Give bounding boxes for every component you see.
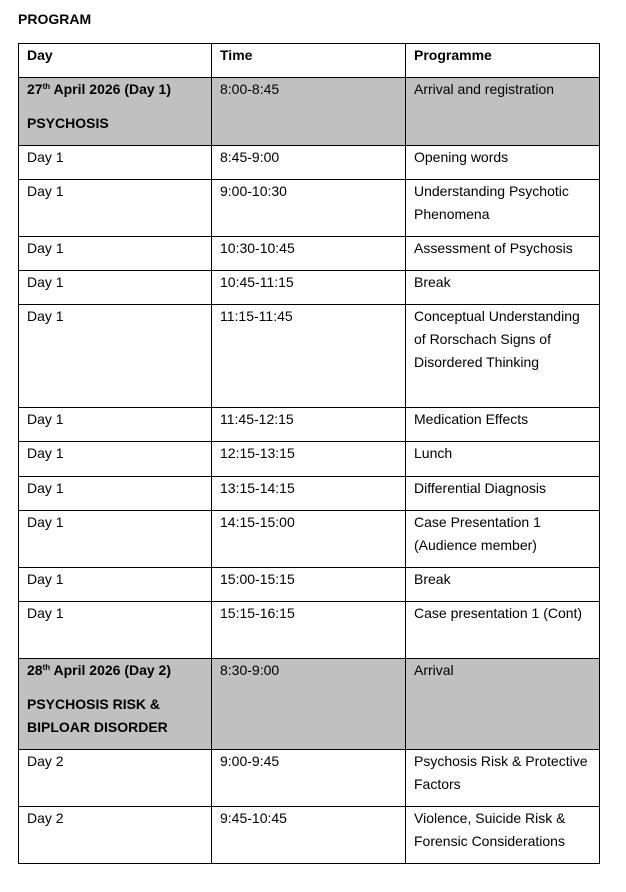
row-day: Day 1 (19, 180, 212, 237)
row-day: Day 1 (19, 511, 212, 568)
row-time: 12:15-13:15 (212, 442, 406, 477)
row-time: 9:00-9:45 (212, 750, 406, 807)
row-day: Day 1 (19, 146, 212, 180)
row-time: 13:15-14:15 (212, 477, 406, 511)
row-time: 9:45-10:45 (212, 807, 406, 864)
table-row (19, 271, 600, 305)
table-row (19, 602, 600, 659)
program-table (18, 43, 600, 864)
table-row (19, 408, 600, 442)
row-programme: Differential Diagnosis (406, 477, 600, 511)
table-row (19, 305, 600, 408)
row-programme: Lunch (406, 442, 600, 477)
day1-theme: PSYCHOSIS (27, 115, 109, 131)
day2-header-time: 8:30-9:00 (212, 659, 406, 750)
day1-header-time: 8:00-8:45 (212, 78, 406, 146)
table-header-row (19, 44, 600, 78)
day1-header-row (19, 78, 600, 146)
row-programme: Violence, Suicide Risk & Forensic Considerations (406, 807, 600, 864)
row-day: Day 1 (19, 271, 212, 305)
row-day: Day 1 (19, 477, 212, 511)
row-time: 11:15-11:45 (212, 305, 406, 408)
header-programme: Programme (406, 44, 600, 78)
row-programme: Conceptual Understanding of Rorschach Signs of Disordered Thinking (406, 305, 600, 408)
row-time: 10:30-10:45 (212, 237, 406, 271)
row-programme: Psychosis Risk & Protective Factors (406, 750, 600, 807)
row-programme: Understanding Psychotic Phenomena (406, 180, 600, 237)
row-day: Day 1 (19, 568, 212, 602)
day2-theme-line1: PSYCHOSIS RISK & (27, 696, 161, 712)
row-programme: Break (406, 568, 600, 602)
row-day: Day 2 (19, 750, 212, 807)
day1-header-cell (19, 78, 212, 146)
row-day: Day 2 (19, 807, 212, 864)
row-programme: Assessment of Psychosis (406, 237, 600, 271)
day2-header-cell (19, 659, 212, 750)
row-day: Day 1 (19, 237, 212, 271)
row-time: 15:15-16:15 (212, 602, 406, 659)
table-row (19, 477, 600, 511)
day2-header-row (19, 659, 600, 750)
header-day: Day (19, 44, 212, 78)
row-time: 10:45-11:15 (212, 271, 406, 305)
row-programme: Medication Effects (406, 408, 600, 442)
table-row (19, 442, 600, 477)
table-row (19, 511, 600, 568)
row-time: 11:45-12:15 (212, 408, 406, 442)
row-programme: Case Presentation 1 (Audience member) (406, 511, 600, 568)
row-programme: Opening words (406, 146, 600, 180)
row-time: 9:00-10:30 (212, 180, 406, 237)
table-row (19, 807, 600, 864)
table-row (19, 180, 600, 237)
day1-header-programme: Arrival and registration (406, 78, 600, 146)
row-day: Day 1 (19, 305, 212, 408)
header-time: Time (212, 44, 406, 78)
row-day: Day 1 (19, 442, 212, 477)
day2-theme-line2: BIPLOAR DISORDER (27, 719, 168, 735)
row-time: 15:00-15:15 (212, 568, 406, 602)
day2-date: 28th April 2026 (Day 2) (27, 662, 172, 678)
page-title: PROGRAM (18, 11, 92, 27)
table-row (19, 237, 600, 271)
table-row (19, 750, 600, 807)
row-time: 14:15-15:00 (212, 511, 406, 568)
table-row (19, 568, 600, 602)
table-row (19, 146, 600, 180)
row-programme: Break (406, 271, 600, 305)
day2-header-programme: Arrival (406, 659, 600, 750)
row-day: Day 1 (19, 408, 212, 442)
row-programme: Case presentation 1 (Cont) (406, 602, 600, 659)
row-time: 8:45-9:00 (212, 146, 406, 180)
day1-date: 27th April 2026 (Day 1) (27, 81, 172, 97)
row-day: Day 1 (19, 602, 212, 659)
